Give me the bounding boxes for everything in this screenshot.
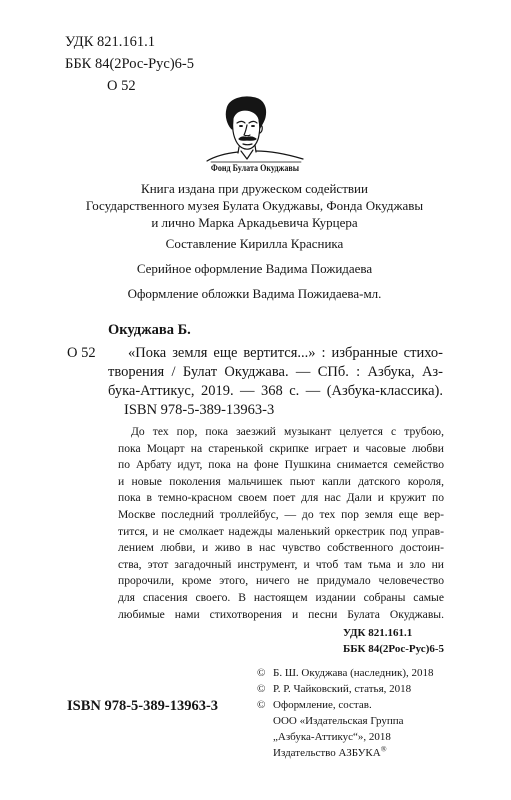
annotation: [118, 424, 444, 623]
copyright-line: [257, 729, 434, 745]
footer-bbk: ББК 84(2Рос-Рус)6-5: [343, 643, 445, 655]
copyright-text: Б. Ш. Окуджава (наследник), 2018: [273, 667, 434, 679]
copyright-line: [257, 665, 434, 681]
isbn: ISBN 978-5-389-13963-3: [67, 698, 219, 714]
annotation-line: До тех пор, пока заезжий музыкант целуется с трубою,: [131, 425, 444, 438]
copyright-text: Оформление, состав.: [273, 699, 372, 711]
catalog-line: «Пока земля еще вертится...» : избранные стихо-: [128, 345, 443, 361]
catalog-entry: [67, 344, 443, 420]
cover-design-credit: Оформление обложки Вадима Пожидаева-мл.: [127, 286, 382, 301]
classification-block: [65, 31, 194, 97]
copyright-indent: [257, 745, 273, 761]
annotation-line: Москве последний троллейбус, — до тех пор земля еще вер-: [118, 507, 444, 521]
copyright-mark: ©: [257, 683, 266, 695]
foundation-logo: [203, 95, 307, 174]
portrait-icon: [203, 95, 307, 163]
support-note-line: Государственного музея Булата Окуджавы, Фонда Окуджавы: [85, 198, 424, 213]
udk-code: УДК 821.161.1: [65, 34, 155, 50]
copyright-line: [257, 697, 434, 713]
copyright-mark: ©: [257, 699, 266, 711]
copyright-line: [257, 745, 434, 761]
copyright-indent: [257, 729, 273, 745]
copyright-text: Р. Р. Чайковский, статья, 2018: [273, 683, 412, 695]
copyright-line: [257, 681, 434, 697]
copyright-mark: ©: [257, 667, 266, 679]
annotation-line: по Арбату идут, пока на фоне Пушкина снимается семейство: [118, 458, 444, 472]
copyright-text: „Азбука-Аттикус“», 2018: [273, 731, 391, 743]
footer-classification: [343, 625, 444, 657]
annotation-line: пока Моцарт на старенькой скрипке играет и часовые любви: [118, 441, 444, 455]
logo-caption: Фонд Булата Окуджавы: [210, 164, 300, 174]
compiler-credit: Составление Кирилла Красника: [165, 236, 344, 251]
support-note-line: и лично Марка Аркадьевича Курцера: [151, 215, 358, 230]
catalog-line: творения / Булат Окуджава. — СПб. : Азбука, Аз-: [108, 364, 443, 380]
annotation-line: для спасения своего. В настоящем издании собраны самые: [118, 590, 444, 604]
annotation-line: пока в темно-красном своем поет для нас Дали и кружит по: [118, 491, 444, 505]
copyright-text: [273, 745, 387, 761]
author-sign: О 52: [107, 78, 136, 94]
copyright-line: [257, 713, 434, 729]
publisher-name: Издательство АЗБУКА: [273, 747, 381, 759]
support-note: [0, 180, 509, 231]
registered-mark: ®: [380, 744, 387, 754]
support-note-line: Книга издана при дружеском содействии: [141, 181, 368, 196]
catalog-sign: О 52: [67, 345, 96, 361]
copyright-block: [257, 665, 434, 761]
series-design-credit: Серийное оформление Вадима Пожидаева: [136, 261, 373, 276]
footer-udk: УДК 821.161.1: [343, 627, 413, 639]
copyright-indent: [257, 713, 273, 729]
catalog-line: бука-Аттикус, 2019. — 368 с. — (Азбука-классика).: [108, 383, 443, 399]
annotation-line: ства, этот загадочный инструмент, и чтоб там тьма и зло ни: [118, 557, 444, 571]
annotation-line: любимые нами стихотворения и песни Булата Окуджавы.: [118, 607, 444, 621]
bbk-code: ББК 84(2Рос-Рус)6-5: [65, 56, 195, 72]
annotation-line: лением любви, и живо в нас чувство собственного достоин-: [118, 541, 444, 555]
annotation-line: тится, и не смолкает надежды маленький оркестрик под управ-: [118, 524, 444, 538]
copyright-text: ООО «Издательская Группа: [273, 715, 404, 727]
catalog-heading: Окуджава Б.: [108, 322, 191, 338]
catalog-isbn: ISBN 978-5-389-13963-3: [124, 402, 275, 418]
annotation-line: и новые поколения мальчишек пьют капли датского короля,: [118, 474, 444, 488]
annotation-line: пророчили, кроме этого, ничего не придумало человечество: [118, 574, 444, 588]
